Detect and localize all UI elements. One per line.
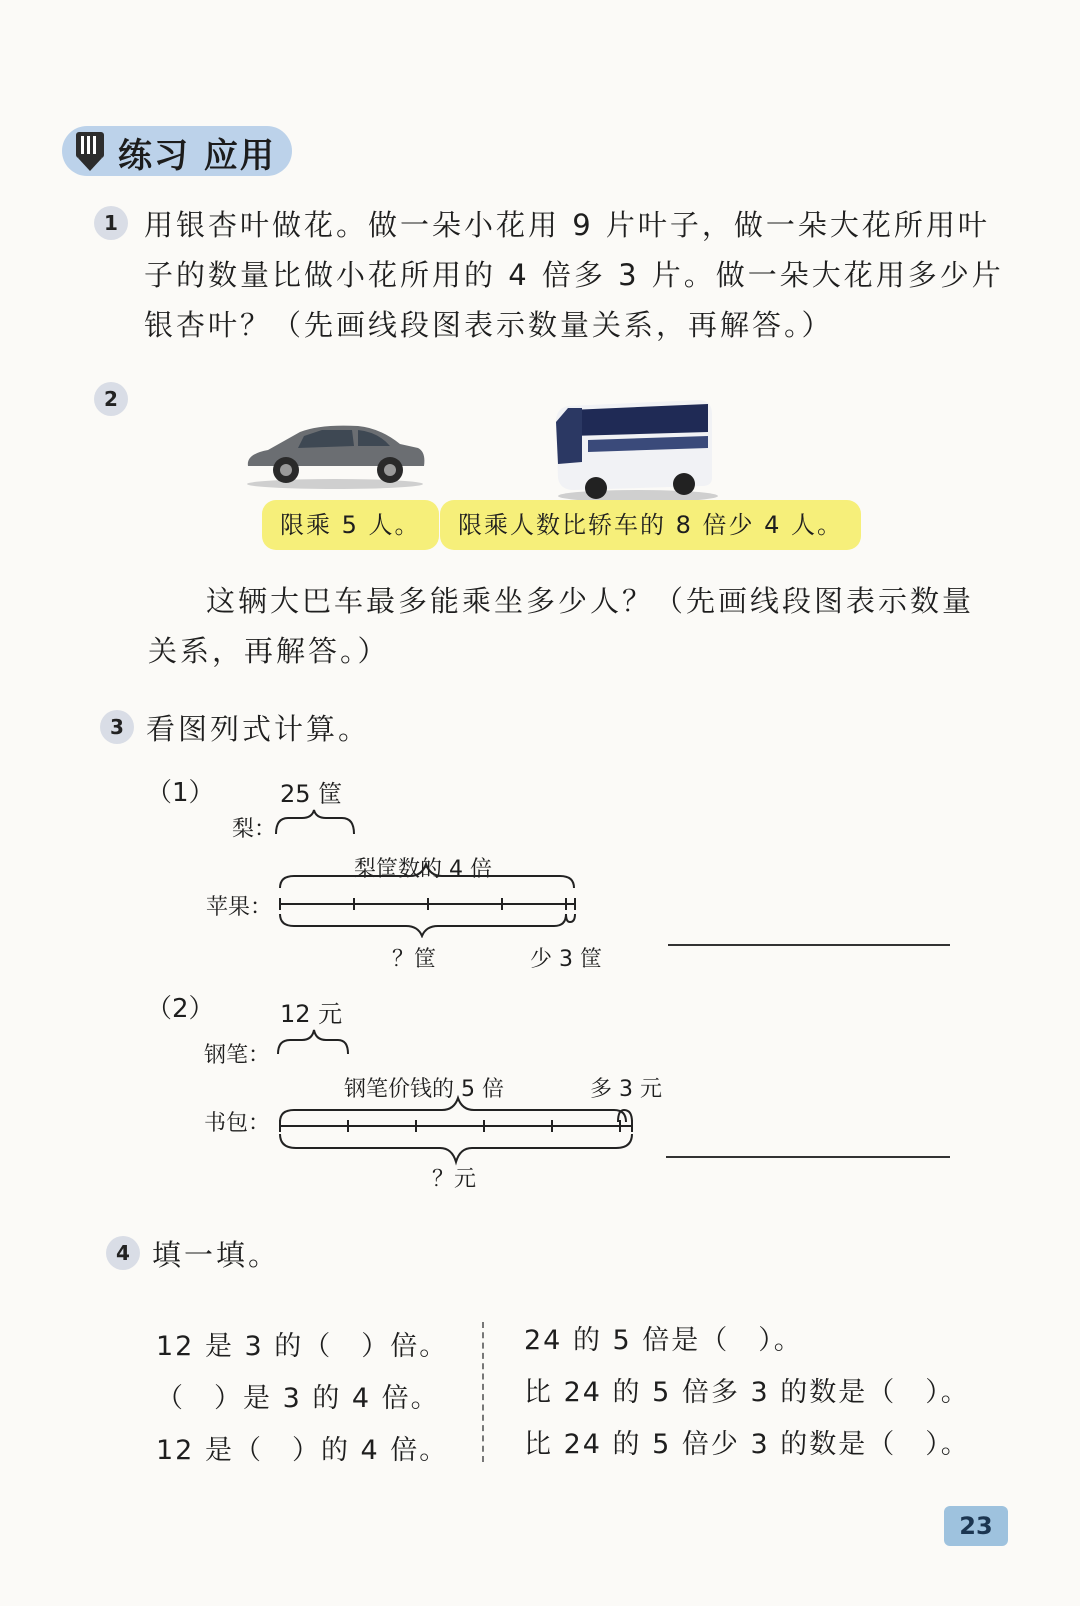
question-number-3: 3: [100, 710, 134, 744]
question-2-line-1: 这辆大巴车最多能乘坐多少人？（先画线段图表示数量: [206, 584, 975, 618]
pencil-icon: [72, 130, 108, 172]
fill-left-3: 12 是（ ）的 4 倍。: [156, 1435, 449, 1466]
bag-total-unknown: ？元: [432, 1167, 477, 1192]
part-1-label: （1）: [146, 778, 215, 808]
column-divider: [482, 1322, 484, 1462]
question-number-2: 2: [94, 382, 128, 416]
bag-brace-label: 钢笔价钱的 5 倍: [344, 1077, 504, 1102]
page-number: 23: [944, 1506, 1008, 1546]
question-4-title: 填一填。: [152, 1238, 281, 1272]
question-1-line: 银杏叶？（先画线段图表示数量关系，再解答。）: [144, 308, 834, 342]
question-1-line: 用银杏叶做花。做一朵小花用 9 片叶子，做一朵大花所用叶: [144, 208, 990, 242]
question-number-4: 4: [106, 1236, 140, 1270]
fill-left-1: 12 是 3 的（ ）倍。: [156, 1331, 449, 1362]
bag-row-label: 书包：: [204, 1111, 271, 1136]
question-3-title: 看图列式计算。: [146, 712, 371, 746]
question-number-1: 1: [94, 206, 128, 240]
diagram-1-segments: [270, 808, 590, 938]
pen-row-label: 钢笔：: [204, 1043, 271, 1068]
pear-row-label: 梨：: [232, 817, 277, 842]
apple-less-label: 少 3 筐: [530, 947, 602, 972]
pear-count-label: 25 筐: [280, 780, 343, 808]
apple-brace-label: 梨筐数的 4 倍: [354, 857, 492, 882]
answer-line-1: [668, 944, 950, 946]
diagram-2-segments: [270, 1026, 650, 1166]
question-2-line-2: 关系，再解答。）: [148, 634, 390, 668]
bag-extra-label: 多 3 元: [590, 1077, 662, 1102]
sedan-car-image: [240, 418, 430, 490]
question-1-text: [144, 200, 1044, 350]
bus-capacity-bubble: 限乘人数比轿车的 8 倍少 4 人。: [440, 500, 861, 550]
part-2-label: （2）: [146, 994, 215, 1024]
fill-right-2: 比 24 的 5 倍多 3 的数是（ ）。: [524, 1377, 970, 1408]
section-title: 练习 应用: [118, 136, 276, 176]
pen-price-label: 12 元: [280, 1000, 343, 1028]
apple-total-unknown: ？筐: [392, 947, 437, 972]
fill-right-3: 比 24 的 5 倍少 3 的数是（ ）。: [524, 1429, 970, 1460]
fill-left-2: （ ）是 3 的 4 倍。: [156, 1383, 440, 1414]
question-1-line: 子的数量比做小花所用的 4 倍多 3 片。做一朵大花用多少片: [144, 258, 1004, 292]
car-capacity-bubble: 限乘 5 人。: [262, 500, 439, 550]
apple-row-label: 苹果：: [206, 895, 273, 920]
fill-right-1: 24 的 5 倍是（ ）。: [524, 1325, 803, 1356]
answer-line-2: [666, 1156, 950, 1158]
bus-image: [548, 392, 718, 504]
